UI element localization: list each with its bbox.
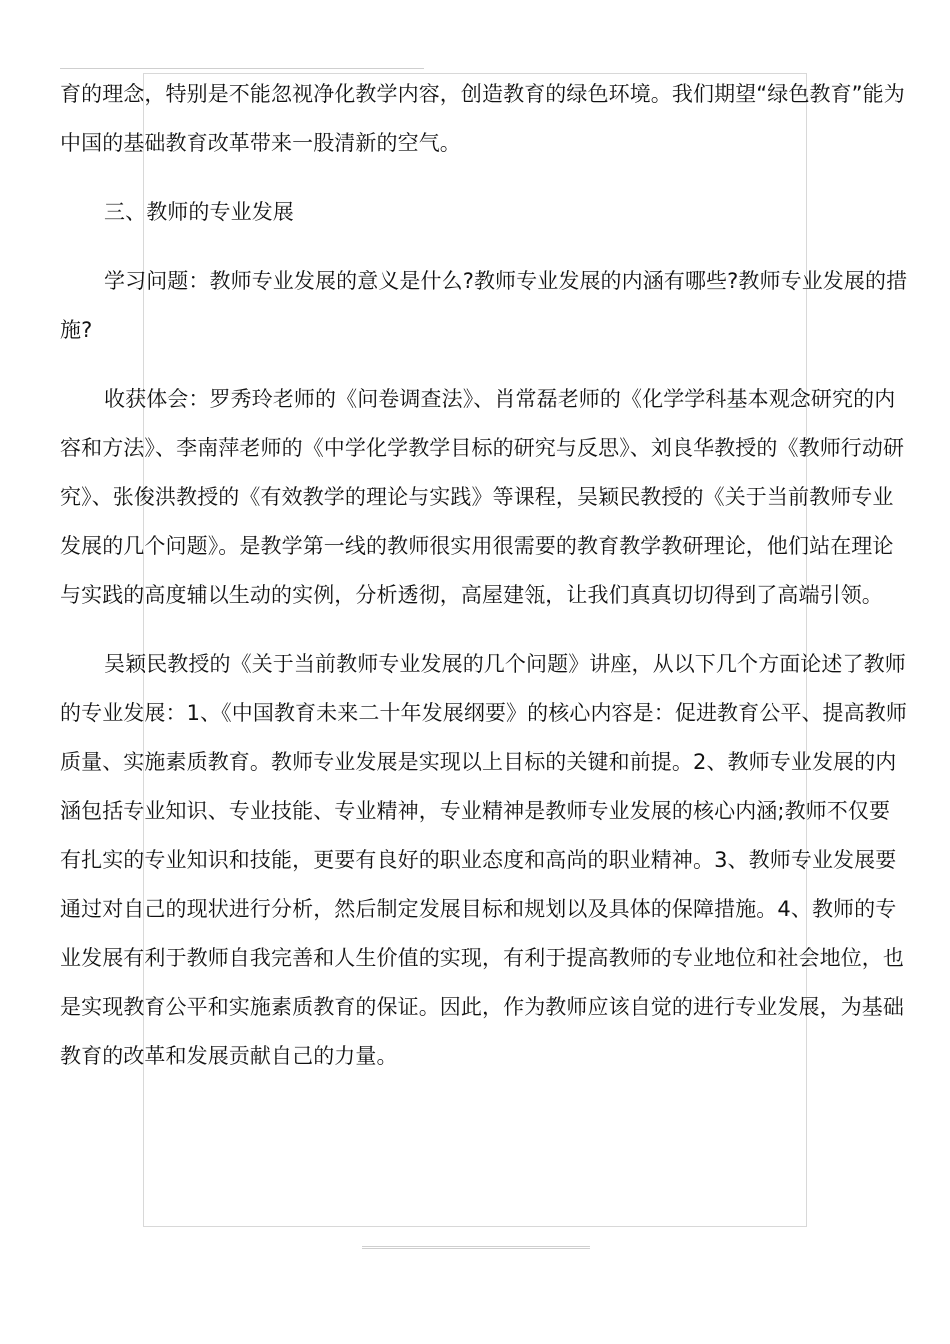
paragraph-lecture-summary: 吴颖民教授的《关于当前教师专业发展的几个问题》讲座，从以下几个方面论述了教师的专业发展：1、《中国教育未来二十年发展纲要》的核心内容是：促进教育公平、提高教师质量、实施素质教育。教师专业发展是实现以上目标的关键和前提。2、教师专业发展的内涵包括专业知识、专业技能、专业精神，专业精神是教师专业发展的核心内涵;教师不仅要有扎实的专业知识和技能，更要有良好的职业态度和高尚的职业精神。3、教师专业发展要通过对自己的现状进行分析，然后制定发展目标和规划以及具体的保障措施。4、教师的专业发展有利于教师自我完善和人生价值的实现，有利于提高教师的专业地位和社会地位，也是实现教育公平和实施素质教育的保证。因此，作为教师应该自觉的进行专业发展，为基础教育的改革和发展贡献自己的力量。 bbox=[60, 652, 907, 1068]
section-heading: 三、教师的专业发展 bbox=[104, 200, 294, 224]
document-body bbox=[60, 70, 910, 1081]
paragraph-learning-questions: 学习问题：教师专业发展的意义是什么?教师专业发展的内涵有哪些?教师专业发展的措施? bbox=[60, 269, 908, 342]
paragraph-continuation: 育的理念，特别是不能忽视净化教学内容，创造教育的绿色环境。我们期望“绿色教育”能为中国的基础教育改革带来一股清新的空气。 bbox=[60, 82, 905, 155]
header-rule bbox=[60, 68, 424, 69]
paragraph-harvest: 收获体会：罗秀玲老师的《问卷调查法》、肖常磊老师的《化学学科基本观念研究的内容和方法》、李南萍老师的《中学化学教学目标的研究与反思》、刘良华教授的《教师行动研究》、张俊洪教授的《有效教学的理论与实践》等课程，吴颖民教授的《关于当前教师专业发展的几个问题》。是教学第一线的教师很实用很需要的教育教学教研理论，他们站在理论与实践的高度辅以生动的实例，分析透彻，高屋建瓴，让我们真真切切得到了高端引领。 bbox=[60, 387, 905, 607]
footer-rule bbox=[362, 1246, 590, 1249]
